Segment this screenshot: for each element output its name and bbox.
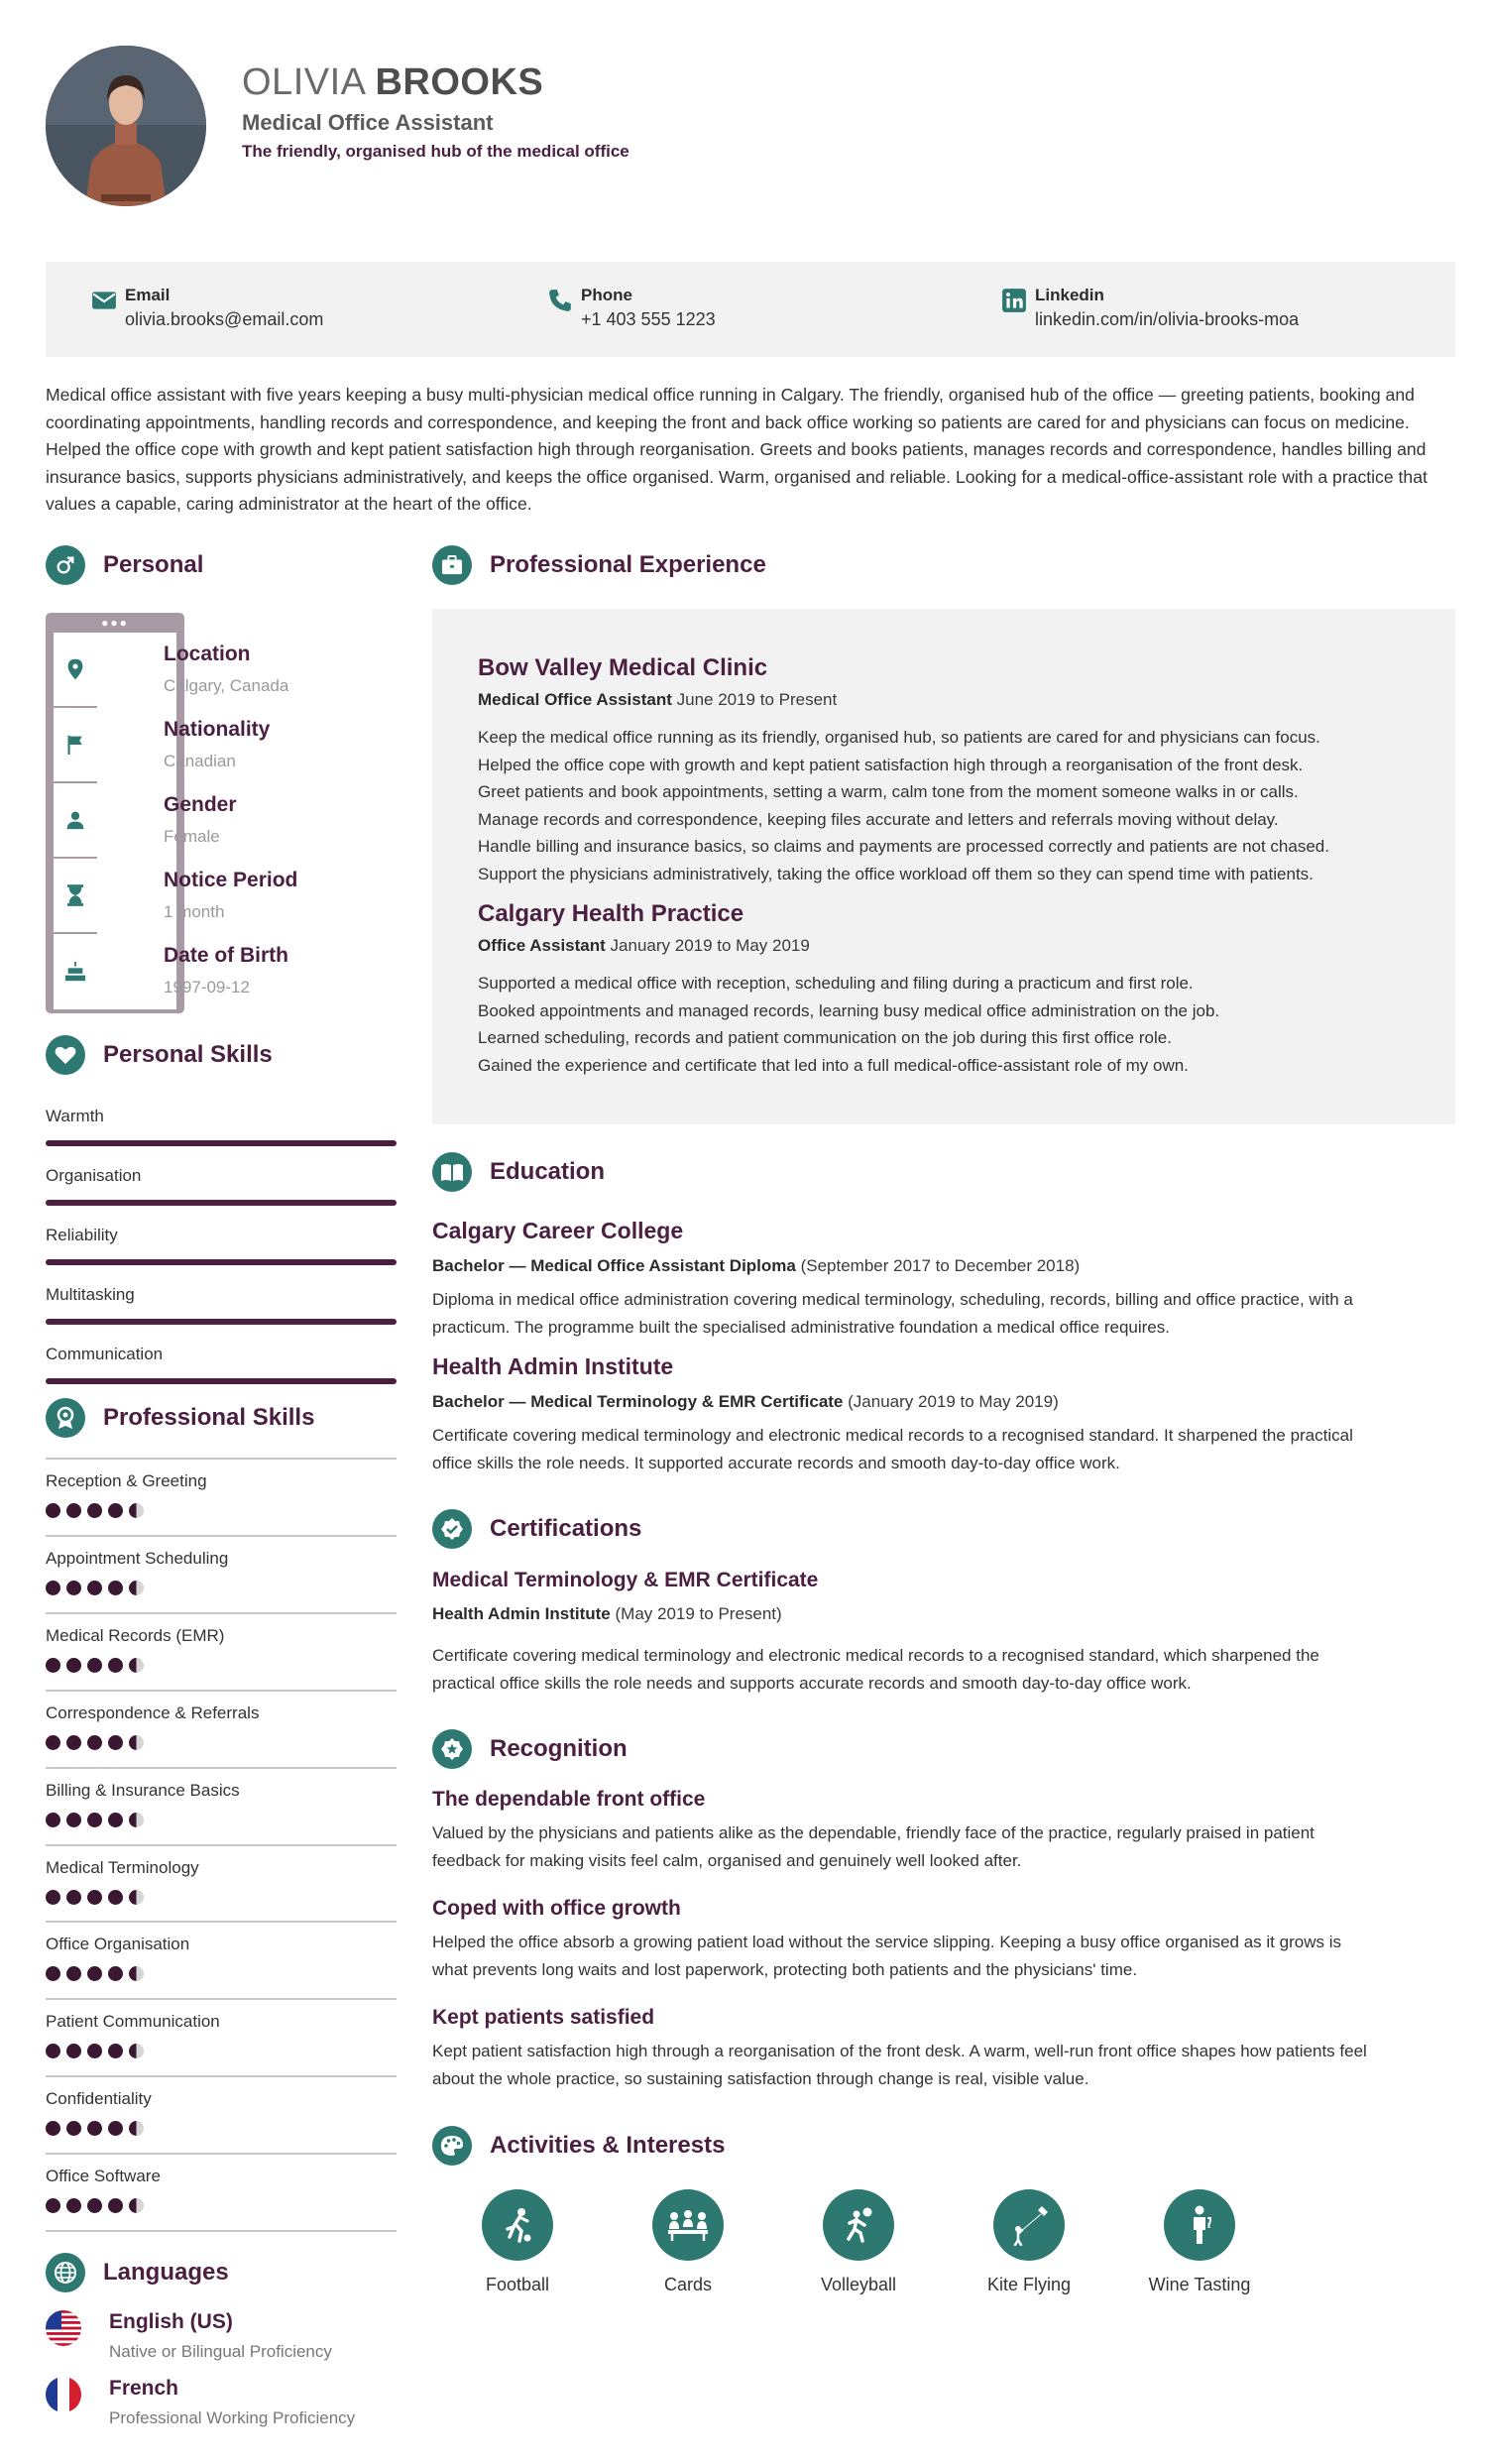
education-description: practicum. The programme built the specialised administrative foundation a medical office requires. [432, 1317, 1170, 1337]
heart-icon [46, 1035, 85, 1075]
job-company: Calgary Health Practice [478, 900, 744, 927]
school-name: Calgary Career College [432, 1218, 684, 1243]
skill-name: Patient Communication [46, 2012, 220, 2031]
skill-level-bar [46, 1259, 397, 1265]
job-meta: Office Assistant January 2019 to May 2019 [478, 936, 810, 955]
rating-dot [46, 1658, 60, 1673]
rating-dot [108, 2044, 123, 2058]
education-entry [432, 1353, 1455, 1476]
contact-bar [46, 262, 1455, 357]
rating-dot [108, 1966, 123, 1981]
section-title: Personal Skills [103, 1041, 273, 1068]
rating-dot [46, 1581, 60, 1595]
rating-dot [129, 2044, 144, 2058]
rating-dot [66, 2121, 81, 2136]
recognition-description: Kept patient satisfaction high through a reorganisation of the front desk. A warm, well-run front office shapes how patients feel [432, 2042, 1367, 2060]
linkedin-icon [1001, 288, 1027, 313]
phone-icon [547, 288, 573, 313]
rating-dot [66, 1658, 81, 1673]
job-bullet: Gained the experience and certificate that led into a full medical-office-assistant role of my own. [478, 1055, 1189, 1075]
skill-level-bar [46, 1319, 397, 1325]
rating-dot [87, 1890, 102, 1905]
badge-check-icon [432, 1509, 472, 1549]
rating-dot [87, 1735, 102, 1750]
language-name: French [109, 2377, 179, 2400]
activity-football [448, 2189, 587, 2295]
skill-rating [46, 1581, 397, 1595]
personal-item-location: Location Calgary, Canada [164, 643, 289, 695]
rating-dot [108, 1735, 123, 1750]
job-bullet: Supported a medical office with reception, scheduling and filing during a practicum and first role. [478, 974, 1194, 993]
professional-skill-item [46, 2075, 397, 2136]
personal-heading [46, 545, 203, 585]
rating-dot [87, 1503, 102, 1518]
personal-skill-item [46, 1226, 397, 1265]
education-description: Certificate covering medical terminology and electronic medical records to a recognised standard. It sharpened the practical [432, 1426, 1353, 1445]
activity-wine-tasting [1130, 2189, 1269, 2295]
skill-name: Billing & Insurance Basics [46, 1781, 240, 1800]
certifications-heading [432, 1509, 641, 1549]
professional-skill-item [46, 2153, 397, 2213]
rating-dot [129, 1581, 144, 1595]
contact-linkedin[interactable] [1001, 286, 1299, 330]
contact-phone[interactable] [547, 286, 716, 330]
professional-skill-item [46, 1998, 397, 2058]
linkedin-label: Linkedin [1035, 286, 1104, 304]
football-player-icon [482, 2189, 553, 2261]
rating-dot [66, 2044, 81, 2058]
section-title: Education [490, 1158, 606, 1185]
rating-dot [46, 1813, 60, 1827]
professional-summary: Medical office assistant with five years keeping a busy multi-physician medical office running in Calgary. The friendly, organised hub of the office — greeting patients, booking and coordinating appointments, handling records and correspondence, and keeping the front and back office working so patients are cared for and physicians can focus on medicine. Helped the office cope with growth and kept patient satisfaction high through reorganisation. Greets and books patients, manages records and correspondence, handles billing and insurance basics, supports physicians administratively, and keeps the office organised. Warm, organised and reliable. Looking for a medical-office-assistant role with a practice that values a capable, caring administrator at the heart of the office. [46, 385, 1428, 514]
job-bullet: Handle billing and insurance basics, so claims and payments are processed correctly and patients are not chased. [478, 837, 1329, 856]
skill-level-bar [46, 1140, 397, 1146]
contact-email[interactable] [91, 286, 323, 330]
open-book-icon [432, 1152, 472, 1192]
education-description: Diploma in medical office administration covering medical terminology, scheduling, records, billing and office practice, with a [432, 1290, 1353, 1309]
rating-dot [87, 1581, 102, 1595]
skill-rating [46, 1813, 397, 1827]
recognition-description: Helped the office absorb a growing patient load without the service slipping. Keeping a busy office organised as it grows is [432, 1933, 1341, 1951]
education-entry [432, 1218, 1455, 1341]
personal-icon-strip [54, 633, 176, 1009]
candidate-role: Medical Office Assistant [242, 109, 494, 135]
cards-players-icon [652, 2189, 724, 2261]
rating-dot [46, 1735, 60, 1750]
language-item [46, 2377, 355, 2428]
job-entry [478, 900, 1430, 1079]
professional-skill-item [46, 1458, 397, 1518]
certification-meta: Health Admin Institute (May 2019 to Present) [432, 1604, 782, 1623]
skill-level-bar [46, 1200, 397, 1206]
language-item [46, 2310, 332, 2362]
rating-dot [46, 2198, 60, 2213]
rating-dot [129, 1890, 144, 1905]
skill-name: Reliability [46, 1226, 118, 1244]
skill-name: Communication [46, 1345, 164, 1363]
rating-dot [108, 1581, 123, 1595]
professional-skill-item [46, 1844, 397, 1905]
skill-name: Appointment Scheduling [46, 1549, 229, 1568]
skill-level-bar [46, 1378, 397, 1384]
professional-skill-item [46, 1767, 397, 1827]
job-bullet: Keep the medical office running as its friendly, organised hub, so patients are cared for and physicians can focus. [478, 728, 1320, 747]
activity-label: Wine Tasting [1148, 2275, 1251, 2294]
rating-dot [129, 1503, 144, 1518]
section-title: Certifications [490, 1515, 642, 1542]
job-bullet: Greet patients and book appointments, setting a warm, calm tone from the moment someone walks in or calls. [478, 782, 1299, 801]
email-value[interactable]: olivia.brooks@email.com [125, 309, 324, 329]
volleyball-player-icon [823, 2189, 894, 2261]
activity-kite-flying [960, 2189, 1098, 2295]
activity-cards [619, 2189, 757, 2295]
recognition-description: Valued by the physicians and patients alike as the dependable, friendly face of the practice, regularly praised in patient [432, 1823, 1315, 1842]
france-flag-icon [46, 2377, 81, 2412]
personal-item-date-of-birth: Date of Birth 1997-09-12 [164, 944, 288, 997]
skill-name: Reception & Greeting [46, 1471, 207, 1490]
activities-heading [432, 2126, 725, 2166]
job-bullet: Learned scheduling, records and patient communication on the job during this first office role. [478, 1028, 1172, 1047]
job-bullet: Support the physicians administratively, taking the office workload off them so they can spend time with patients. [478, 864, 1314, 883]
skill-rating [46, 2198, 397, 2213]
us-flag-icon [46, 2310, 81, 2346]
rating-dot [46, 2121, 60, 2136]
rating-dot [108, 1890, 123, 1905]
rating-dot [46, 1890, 60, 1905]
rating-dot [46, 1503, 60, 1518]
skill-rating [46, 1503, 397, 1518]
rating-dot [87, 2198, 102, 2213]
rating-dot [66, 1813, 81, 1827]
resume-header [46, 46, 629, 206]
phone-value[interactable]: +1 403 555 1223 [581, 309, 716, 329]
rating-dot [66, 1503, 81, 1518]
skill-rating [46, 1966, 397, 1981]
skill-name: Office Software [46, 2167, 161, 2185]
job-company: Bow Valley Medical Clinic [478, 654, 768, 681]
rating-dot [108, 2121, 123, 2136]
certification-description: practical office skills the role needs and supports accurate records and smooth day-to-day office work. [432, 1673, 1192, 1693]
skill-rating [46, 1890, 397, 1905]
rating-dot [129, 1735, 144, 1750]
personal-skills-heading [46, 1035, 273, 1075]
skill-name: Warmth [46, 1107, 104, 1125]
rating-dot [87, 1813, 102, 1827]
person-icon [54, 783, 97, 859]
skill-rating [46, 2044, 397, 2058]
briefcase-icon [432, 545, 472, 585]
activity-label: Volleyball [820, 2275, 897, 2294]
skill-name: Multitasking [46, 1285, 135, 1304]
section-title: Personal [103, 551, 204, 578]
rating-dot [66, 1735, 81, 1750]
language-name: English (US) [109, 2310, 233, 2333]
cake-icon [54, 934, 97, 1009]
rating-dot [87, 2044, 102, 2058]
rating-dot [66, 1890, 81, 1905]
recognition-description: about the whole practice, so sustaining satisfaction through change is real, visible value. [432, 2068, 1089, 2088]
section-title: Activities & Interests [490, 2132, 726, 2159]
personal-skill-item [46, 1107, 397, 1146]
degree-meta: Bachelor — Medical Office Assistant Diploma (September 2017 to December 2018) [432, 1256, 1081, 1275]
rating-dot [108, 1813, 123, 1827]
rating-dot [87, 1966, 102, 1981]
rating-dot [46, 2044, 60, 2058]
award-ribbon-icon [46, 1398, 85, 1438]
job-bullet: Manage records and correspondence, keeping files accurate and letters and referrals moving without delay. [478, 809, 1279, 829]
activity-label: Kite Flying [986, 2275, 1072, 2294]
rating-dot [87, 1658, 102, 1673]
location-pin-icon [54, 633, 97, 708]
professional-skills-heading [46, 1398, 314, 1438]
recognition-description: feedback for making visits feel calm, organised and genuinely well looked after. [432, 1850, 1022, 1870]
personal-item-notice-period: Notice Period 1 month [164, 869, 298, 921]
section-title: Professional Experience [490, 551, 766, 578]
rating-dot [46, 1966, 60, 1981]
kite-icon [993, 2189, 1065, 2261]
experience-panel [432, 609, 1455, 1124]
personal-skill-item [46, 1345, 397, 1384]
card-dots-icon: ●●● [101, 616, 129, 630]
personal-skill-item [46, 1166, 397, 1206]
rating-dot [129, 1813, 144, 1827]
linkedin-value[interactable]: linkedin.com/in/olivia-brooks-moa [1035, 309, 1300, 329]
activity-volleyball [789, 2189, 928, 2295]
certification-description: Certificate covering medical terminology and electronic medical records to a recognised standard, which sharpened the [432, 1646, 1319, 1665]
skill-name: Confidentiality [46, 2089, 152, 2108]
recognition-title: The dependable front office [432, 1788, 706, 1811]
personal-item-gender: Gender Female [164, 793, 237, 846]
rating-dot [129, 2121, 144, 2136]
skills-divider [46, 2230, 397, 2232]
rating-dot [87, 2121, 102, 2136]
rating-dot [129, 2198, 144, 2213]
recognition-entry [432, 2006, 1455, 2092]
rating-dot [108, 2198, 123, 2213]
certification-name: Medical Terminology & EMR Certificate [432, 1569, 819, 1591]
section-title: Languages [103, 2259, 229, 2286]
rating-dot [129, 1658, 144, 1673]
profile-photo [46, 46, 206, 206]
star-badge-icon [432, 1729, 472, 1769]
professional-skill-item [46, 1535, 397, 1595]
candidate-name: OLIVIA BROOKS [242, 60, 544, 103]
language-level: Professional Working Proficiency [109, 2408, 356, 2427]
phone-label: Phone [581, 286, 632, 304]
envelope-icon [91, 288, 117, 313]
education-heading [432, 1152, 605, 1192]
activity-label: Cards [663, 2275, 712, 2294]
rating-dot [66, 1966, 81, 1981]
skill-rating [46, 2121, 397, 2136]
skill-name: Office Organisation [46, 1935, 190, 1953]
personal-skill-item [46, 1285, 397, 1325]
recognition-entry [432, 1897, 1455, 1983]
certification-entry [432, 1569, 1455, 1697]
email-label: Email [125, 286, 171, 304]
recognition-description: what prevents long waits and lost paperwork, protecting both patients and the physicians' time. [432, 1959, 1138, 1979]
rating-dot [108, 1503, 123, 1518]
job-meta: Medical Office Assistant June 2019 to Present [478, 690, 838, 709]
palette-icon [432, 2126, 472, 2166]
skill-name: Medical Records (EMR) [46, 1626, 225, 1645]
skill-name: Medical Terminology [46, 1858, 199, 1877]
skill-name: Organisation [46, 1166, 142, 1185]
candidate-tagline: The friendly, organised hub of the medical office [242, 141, 629, 161]
rating-dot [66, 2198, 81, 2213]
language-level: Native or Bilingual Proficiency [109, 2342, 332, 2361]
personal-item-nationality: Nationality Canadian [164, 718, 271, 770]
experience-heading [432, 545, 766, 585]
rating-dot [108, 1658, 123, 1673]
professional-skill-item [46, 1612, 397, 1673]
languages-heading [46, 2253, 229, 2292]
activity-label: Football [485, 2275, 550, 2294]
professional-skill-item [46, 1690, 397, 1750]
job-entry [478, 654, 1430, 887]
rating-dot [129, 1966, 144, 1981]
recognition-heading [432, 1729, 628, 1769]
skill-name: Correspondence & Referrals [46, 1703, 260, 1722]
education-description: office skills the role needs. It supported accurate records and smooth day-to-day office work. [432, 1453, 1120, 1472]
job-bullet: Booked appointments and managed records, learning busy medical office administration on the job. [478, 1000, 1220, 1020]
gender-symbol-icon [46, 545, 85, 585]
recognition-entry [432, 1788, 1455, 1874]
flag-icon [54, 708, 97, 783]
hourglass-icon [54, 859, 97, 934]
wine-tasting-icon [1164, 2189, 1235, 2261]
job-bullet: Helped the office cope with growth and kept patient satisfaction high through a reorganisation of the front desk. [478, 755, 1304, 774]
section-title: Professional Skills [103, 1404, 315, 1431]
section-title: Recognition [490, 1735, 628, 1762]
recognition-title: Kept patients satisfied [432, 2006, 655, 2029]
degree-meta: Bachelor — Medical Terminology & EMR Certificate (January 2019 to May 2019) [432, 1392, 1059, 1411]
recognition-title: Coped with office growth [432, 1897, 681, 1920]
rating-dot [66, 1581, 81, 1595]
professional-skill-item [46, 1921, 397, 1981]
skill-rating [46, 1735, 397, 1750]
school-name: Health Admin Institute [432, 1353, 674, 1379]
skill-rating [46, 1658, 397, 1673]
globe-icon [46, 2253, 85, 2292]
